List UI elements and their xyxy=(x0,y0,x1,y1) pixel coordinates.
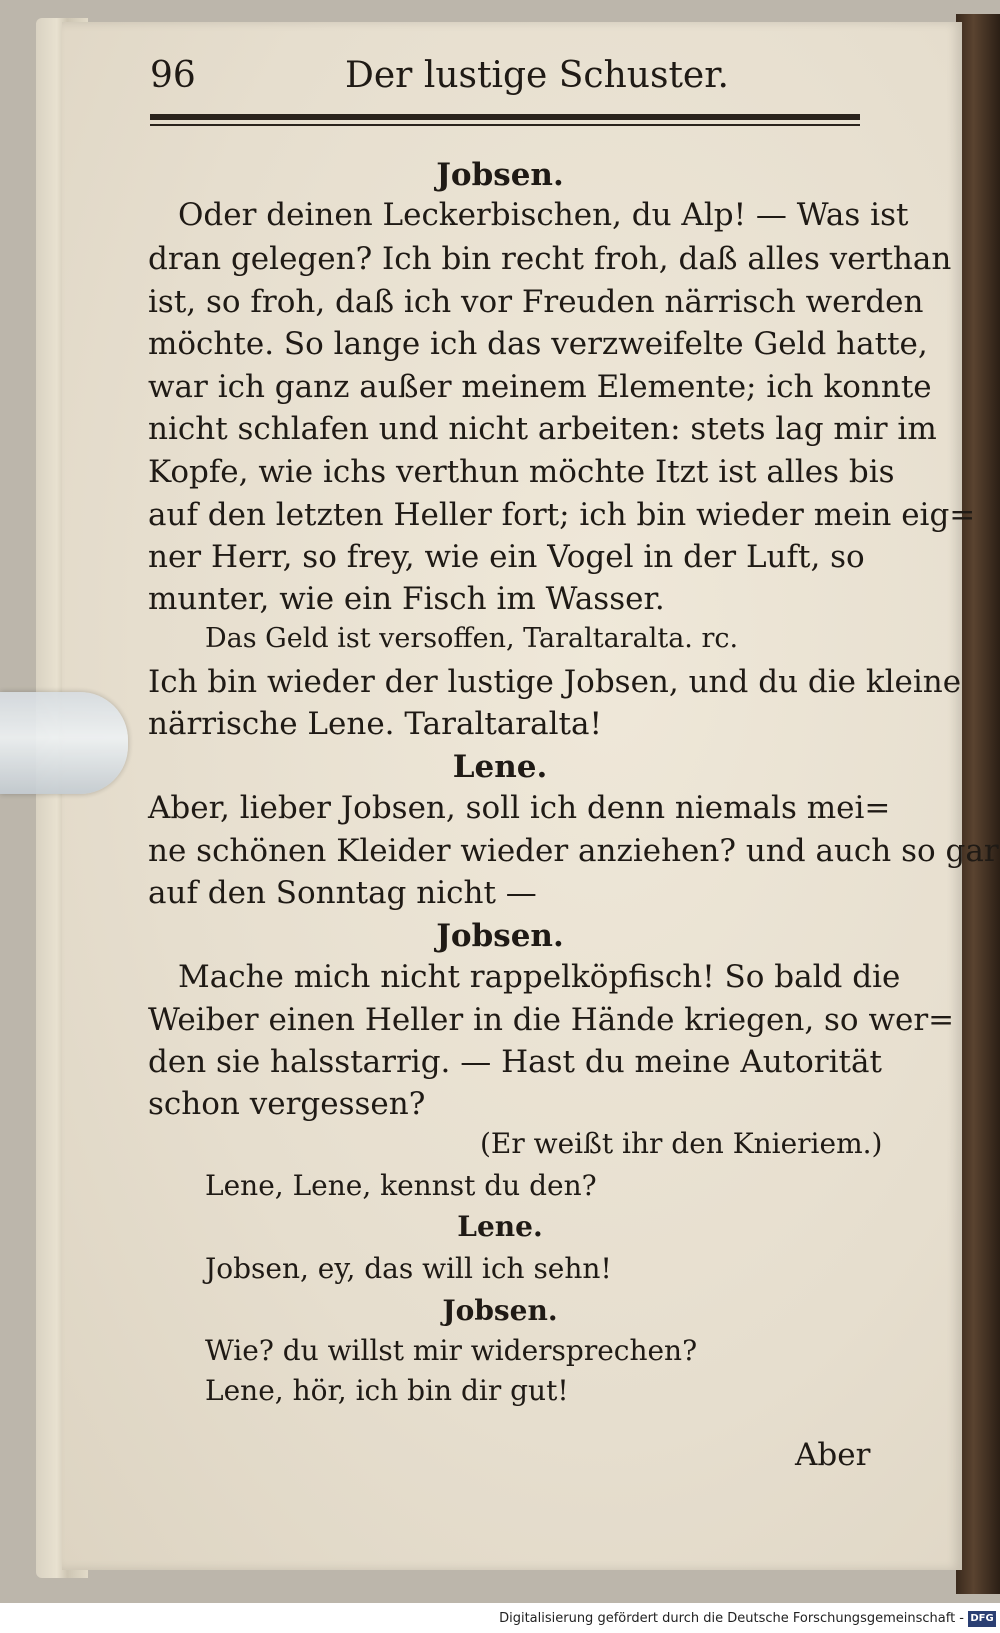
dfg-logo: DFG xyxy=(968,1611,996,1627)
text-line: war ich ganz außer meinem Elemente; ich konnte xyxy=(148,369,932,405)
text-line: dran gelegen? Ich bin recht froh, daß alles verthan xyxy=(148,241,952,277)
footer-credit: Digitalisierung gefördert durch die Deutsche Forschungsgemeinschaft - xyxy=(499,1611,964,1626)
text-line: Weiber einen Heller in die Hände kriegen, so wer= xyxy=(148,1002,955,1038)
text-line: schon vergessen? xyxy=(148,1086,426,1122)
text-line: Ich bin wieder der lustige Jobsen, und du die kleine xyxy=(148,664,962,700)
song-line: Wie? du willst mir widersprechen? xyxy=(205,1334,698,1367)
text-line: ist, so froh, daß ich vor Freuden närrisch werden xyxy=(148,284,924,320)
text-line: Kopfe, wie ichs verthun möchte Itzt ist alles bis xyxy=(148,454,895,490)
page-clip xyxy=(0,692,128,794)
text-line: ner Herr, so frey, wie ein Vogel in der Luft, so xyxy=(148,539,865,575)
text-line: Aber, lieber Jobsen, soll ich denn niemals mei= xyxy=(148,790,891,826)
text-line: auf den Sonntag nicht — xyxy=(148,875,537,911)
song-line: Jobsen, ey, das will ich sehn! xyxy=(205,1252,612,1285)
header-rule-thin xyxy=(150,124,860,126)
text-line: auf den letzten Heller fort; ich bin wieder mein eig= xyxy=(148,497,976,533)
text-line: Mache mich nicht rappelköpfisch! So bald die xyxy=(178,959,901,995)
song-line: Das Geld ist versoffen, Taraltaralta. rc. xyxy=(205,623,739,654)
book-cover-edge xyxy=(956,14,1000,1594)
page-number: 96 xyxy=(150,55,196,96)
text-line: ne schönen Kleider wieder anziehen? und auch so gar xyxy=(148,833,999,869)
running-title: Der lustige Schuster. xyxy=(345,55,729,96)
speaker-label: Jobsen. xyxy=(436,157,564,193)
speaker-label: Jobsen. xyxy=(436,918,564,954)
song-line: Lene, Lene, kennst du den? xyxy=(205,1169,597,1202)
speaker-label: Lene. xyxy=(457,1210,543,1243)
header-rule xyxy=(150,114,860,120)
stage-direction: (Er weißt ihr den Knieriem.) xyxy=(480,1127,883,1160)
speaker-label: Jobsen. xyxy=(442,1294,558,1327)
text-line: den sie halsstarrig. — Hast du meine Autorität xyxy=(148,1044,882,1080)
speaker-label: Lene. xyxy=(452,749,548,785)
catchword: Aber xyxy=(795,1437,871,1473)
text-line: Oder deinen Leckerbischen, du Alp! — Was ist xyxy=(178,197,909,233)
text-line: möchte. So lange ich das verzweifelte Geld hatte, xyxy=(148,326,928,362)
song-line: Lene, hör, ich bin dir gut! xyxy=(205,1374,569,1407)
text-line: närrische Lene. Taraltaralta! xyxy=(148,706,602,742)
text-line: munter, wie ein Fisch im Wasser. xyxy=(148,581,665,617)
text-line: nicht schlafen und nicht arbeiten: stets lag mir im xyxy=(148,411,937,447)
